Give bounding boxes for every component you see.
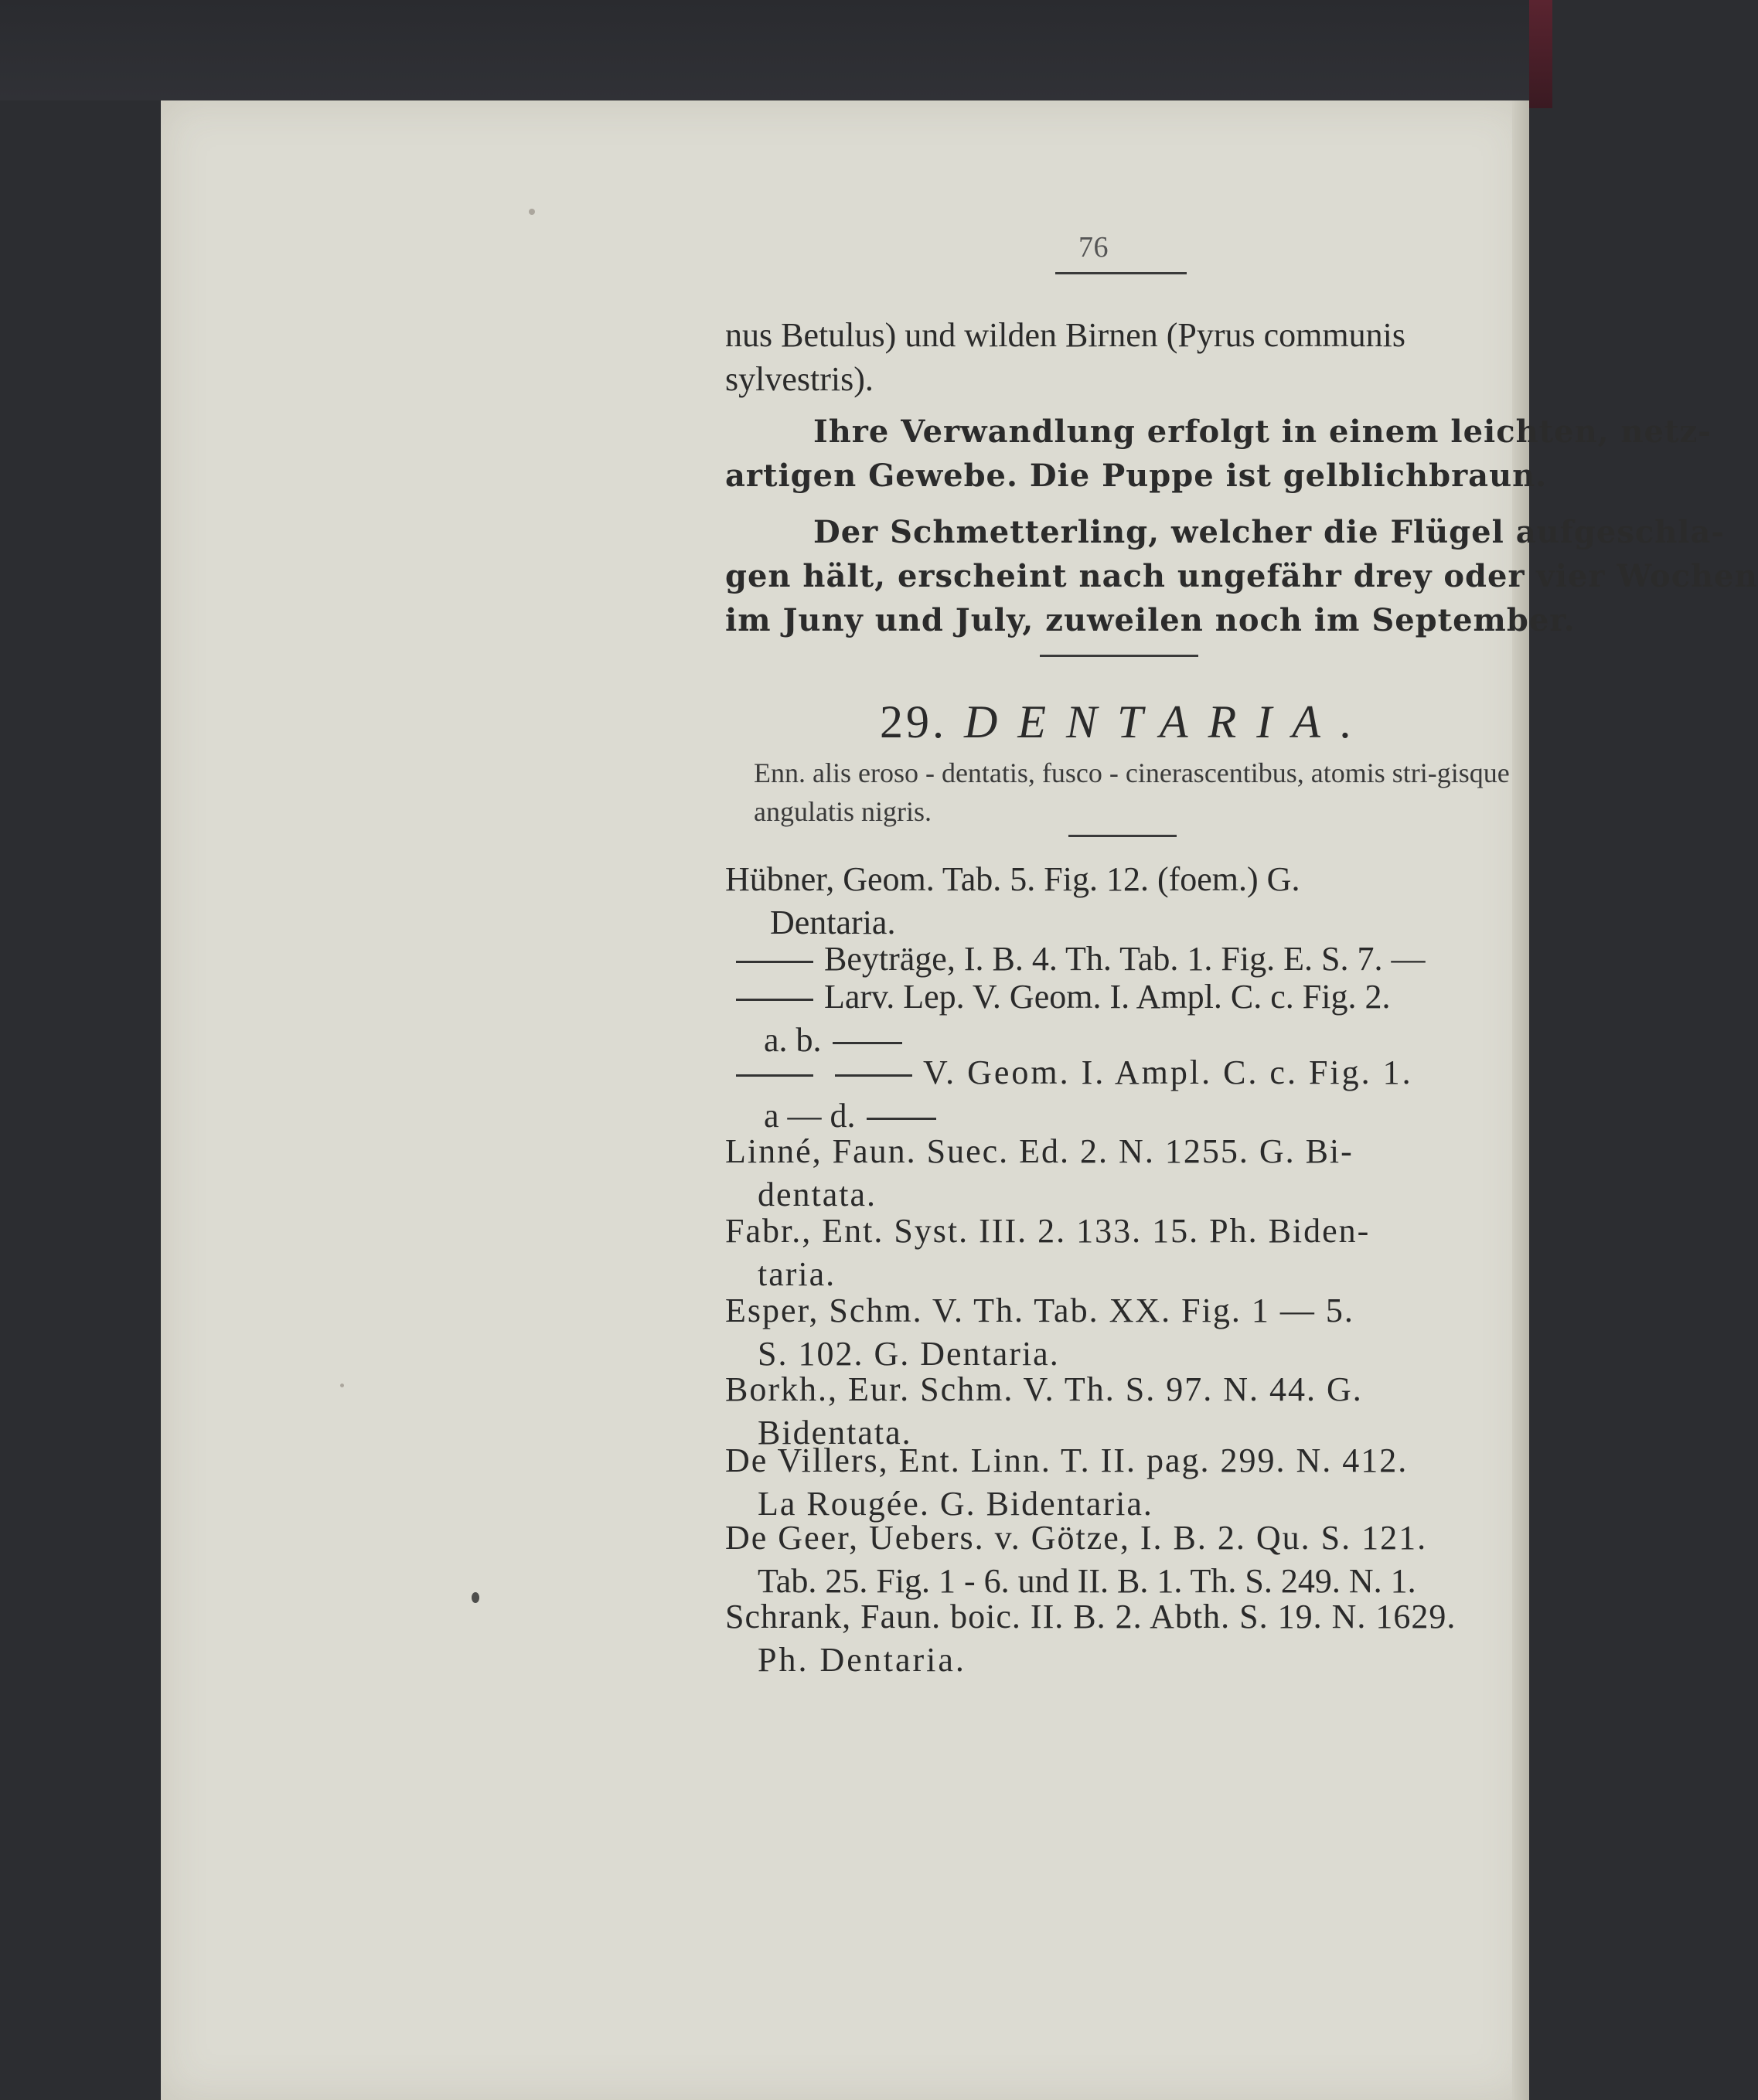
reference-line: De Geer, Uebers. v. Götze, I. B. 2. Qu. S. 121. [725,1519,1428,1557]
reference-line: a. b. [764,1021,822,1059]
reference-degeer [725,1516,1427,1603]
ditto-dash [736,1074,813,1077]
paragraph-line: im Juny und July, zuweilen noch im September. [725,602,1576,638]
reference-geom [725,1051,1413,1138]
reference-linne [725,1130,1354,1217]
reference-line: Dentaria. [770,904,896,941]
reference-line: Tab. 25. Fig. 1 - 6. und II. B. 1. Th. S. 249. N. 1. [758,1562,1416,1600]
reference-line: Beyträge, I. B. 4. Th. Tab. 1. Fig. E. S. 7. — [824,940,1426,978]
reference-line: Bidentata. [758,1414,912,1452]
reference-line: V. Geom. I. Ampl. C. c. Fig. 1. [923,1053,1413,1091]
ink-speck [472,1592,479,1603]
species-number: 29. [880,696,947,747]
reference-schrank [725,1595,1456,1682]
ditto-dash [835,1074,912,1077]
paragraph-line: artigen Gewebe. Die Puppe ist gelblichbraun. [725,458,1548,494]
paragraph-line: nus Betulus) und wilden Birnen (Pyrus communis [725,316,1405,354]
ditto-dash [736,999,813,1001]
page-edge [1512,100,1529,2100]
reference-hubner [725,858,1300,944]
species-heading [880,696,1372,749]
paragraph-line: Der Schmetterling, welcher die Flügel aufgeschla- [813,514,1726,550]
book-edge [1529,0,1552,108]
page-number: 76 [1078,231,1109,264]
reference-line: S. 102. G. Dentaria. [758,1335,1060,1373]
page-number-underline [1055,272,1187,274]
paragraph-line: sylvestris). [725,360,874,398]
reference-line: a — d. [764,1097,856,1135]
diagnosis-divider [1068,835,1177,837]
paragraph-2 [725,410,1712,498]
latin-diagnosis: Enn. alis eroso - dentatis, fusco - cinerascentibus, atomis stri-gisque angulatis nigris. [754,757,1510,827]
reference-esper [725,1289,1354,1376]
paragraph-line: Ihre Verwandlung erfolgt in einem leichten, netz- [813,414,1712,450]
ditto-dash [736,961,813,963]
ditto-dash [833,1042,902,1044]
reference-line: Ph. Dentaria. [758,1641,966,1679]
paragraph-3 [725,510,1758,642]
reference-line: Larv. Lep. V. Geom. I. Ampl. C. c. Fig. 2. [824,978,1391,1016]
reference-line: Borkh., Eur. Schm. V. Th. S. 97. N. 44. G. [725,1370,1363,1408]
ink-speck [340,1384,344,1387]
reference-beytraege [725,938,1425,981]
section-divider [1040,655,1198,657]
reference-line: Esper, Schm. V. Th. Tab. XX. Fig. 1 — 5. [725,1292,1354,1329]
reference-larv [725,975,1390,1062]
reference-line: dentata. [758,1176,877,1213]
reference-line: Fabr., Ent. Syst. III. 2. 133. 15. Ph. Biden- [725,1212,1371,1250]
reference-line: Hübner, Geom. Tab. 5. Fig. 12. (foem.) G. [725,860,1300,898]
paragraph-1 [725,313,1508,401]
scanner-background [0,0,1552,100]
paragraph-line: gen hält, erscheint nach ungefähr drey oder vier Wochen [725,558,1758,594]
species-name: DENTARIA. [964,696,1372,747]
reference-line: De Villers, Ent. Linn. T. II. pag. 299. N. 412. [725,1441,1409,1479]
reference-line: taria. [758,1255,836,1293]
reference-fabricius [725,1210,1370,1296]
ditto-dash [867,1118,936,1120]
reference-line: Schrank, Faun. boic. II. B. 2. Abth. S. 19. N. 1629. [725,1598,1456,1635]
reference-line: Linné, Faun. Suec. Ed. 2. N. 1255. G. Bi- [725,1132,1354,1170]
reference-devillers [725,1439,1408,1526]
reference-line: La Rougée. G. Bidentaria. [758,1485,1153,1523]
ink-speck [529,209,535,215]
